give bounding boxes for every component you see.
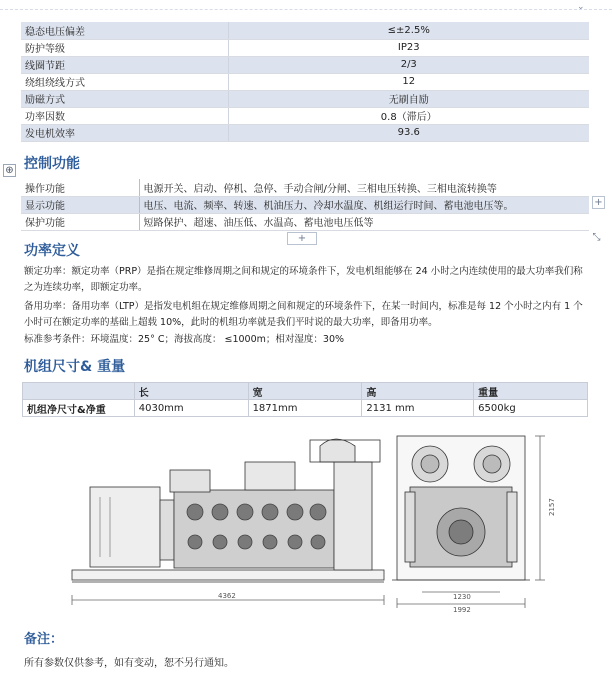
table-move-handle-icon[interactable]: ⊕ [3,164,16,177]
table-header-row [23,383,588,400]
paragraph-standby-power: 备用功率：备用功率（LTP）是指发电机组在规定维修周期之间和规定的环境条件下，在某一时间内，标准是每 12 个小时之内有 1 个小时可在额定功率的基础上超载 10%，此时的机组功率就是我们平时说的最大功率，即备用功率。 [24,301,583,328]
spec-value: 2/3 [228,56,589,73]
spec-value: ≤±2.5% [228,22,589,39]
dimension-length: 4362 [218,592,236,600]
table-row [21,124,589,141]
generator-drawing [70,432,560,617]
cell-weight: 6500kg [474,400,588,417]
section-heading-control: 控制功能 [24,156,80,172]
column-header-height: 高 [362,383,474,400]
column-header-width: 宽 [248,383,362,400]
table-row [23,400,588,417]
cell-height: 2131 mm [362,400,474,417]
spec-table [21,22,589,142]
cell-length: 4030mm [134,400,248,417]
table-row [21,73,589,90]
table-row [21,196,589,213]
table-resize-icon[interactable]: ⤡ [592,232,601,243]
control-table [21,179,589,231]
control-value: 电源开关、启动、停机、急停、手动合闸/分闸、三相电压转换、三相电流转换等 [139,179,589,196]
add-row-button[interactable]: + [592,196,605,209]
table-row [21,213,589,230]
side-view-drawing [72,439,384,605]
spec-label: 功率因数 [21,107,228,124]
dimension-inner-width: 1230 [453,593,471,601]
row-label: 机组净尺寸&净重 [23,400,135,417]
spec-value: 无刷自励 [228,90,589,107]
cell-width: 1871mm [248,400,362,417]
table-row [21,56,589,73]
table-row [21,179,589,196]
column-header [23,383,135,400]
table-row [21,90,589,107]
paragraph-rated-power: 额定功率：额定功率（PRP）是指在规定维修周期之间和规定的环境条件下，发电机组能够在 24 小时之内连续使用的最大功率我们称之为连续功率，即额定功率。 [24,266,583,293]
control-label: 操作功能 [21,179,139,196]
spec-label: 防护等级 [21,39,228,56]
column-header-weight: 重量 [474,383,588,400]
control-label: 保护功能 [21,213,139,230]
table-row [21,39,589,56]
spec-value: IP23 [228,39,589,56]
spec-label: 线圈节距 [21,56,228,73]
section-heading-dimensions: 机组尺寸& 重量 [24,359,126,375]
paragraph-reference-conditions: 标准参考条件：环境温度：25° C；海拔高度： ≤1000m；相对湿度：30% [24,334,345,345]
spec-label: 发电机效率 [21,124,228,141]
spec-label: 绕组绕线方式 [21,73,228,90]
spec-value: 93.6 [228,124,589,141]
front-view-drawing [392,436,545,608]
column-header-length: 长 [134,383,248,400]
chevron-down-icon[interactable]: ⌄ [577,2,585,12]
dimension-height: 2157 [548,498,556,516]
add-column-button[interactable]: + [287,232,317,245]
dimensions-table [22,382,588,417]
spec-label: 稳态电压偏差 [21,22,228,39]
section-heading-note: 备注： [24,632,64,647]
section-heading-power: 功率定义 [24,243,80,259]
table-row [21,107,589,124]
spec-value: 0.8（滞后） [228,107,589,124]
dimension-outer-width: 1992 [453,606,471,614]
control-value: 电压、电流、频率、转速、机油压力、冷却水温度、机组运行时间、蓄电池电压等。 [139,196,589,213]
spec-value: 12 [228,73,589,90]
control-label: 显示功能 [21,196,139,213]
note-text: 所有参数仅供参考，如有变动，恕不另行通知。 [24,658,234,669]
control-value: 短路保护、超速、油压低、水温高、蓄电池电压低等 [139,213,589,230]
page-top-edge [0,0,612,10]
spec-label: 励磁方式 [21,90,228,107]
table-row [21,22,589,39]
